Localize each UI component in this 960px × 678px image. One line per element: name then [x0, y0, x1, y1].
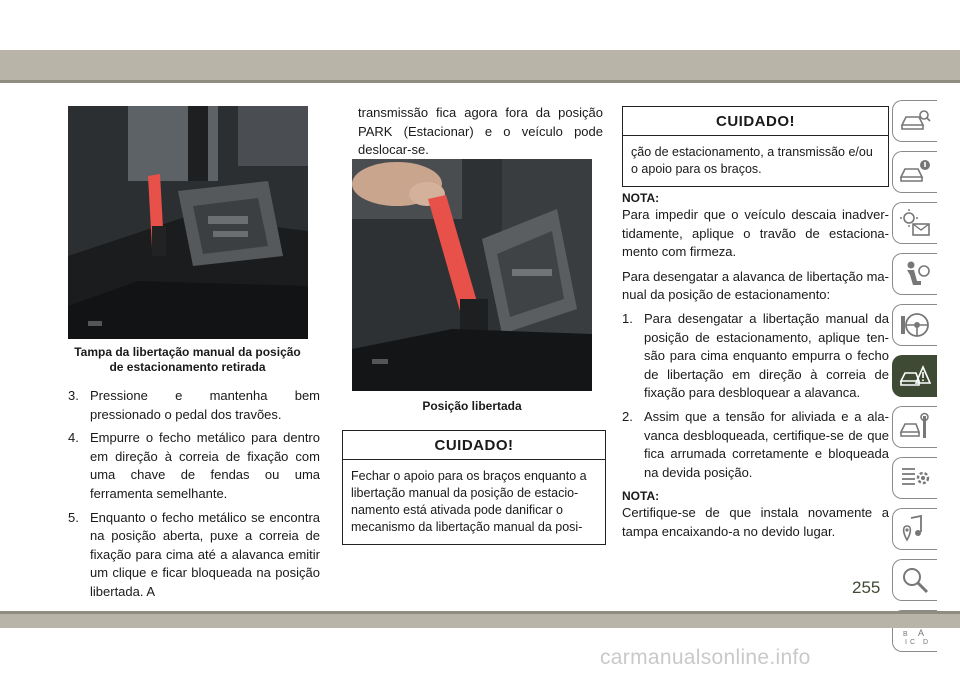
- step-text: Assim que a tensão for aliviada e a ala-vanca desbloqueada, certifique-se de que fica arrumada corretamente e bloqueada na devida posição.: [644, 408, 889, 480]
- caution-text: Fechar o apoio para os braços enquanto a libertação manual da posição de estacio-namento está ativada pode danificar o mecanismo da libertação manual da posi-: [351, 469, 587, 534]
- step-2: [622, 408, 889, 482]
- note-label: NOTA:: [622, 489, 660, 504]
- intro-text: Para desengatar a alavanca de libertação ma-nual da posição de estacionamento:: [622, 268, 889, 303]
- step-1: [622, 310, 889, 403]
- car-info-icon: [899, 157, 931, 187]
- step-text: Pressione e mantenha bem pressionado o pedal dos travões.: [90, 388, 320, 422]
- caption-cover-removed: [60, 345, 315, 375]
- tab-emergency[interactable]: [892, 355, 937, 397]
- search-magnifier-icon: [899, 565, 931, 595]
- svg-text:I: I: [905, 639, 907, 646]
- photo-released-art: [352, 159, 592, 391]
- step-text: Para desengatar a libertação manual da posição de estacionamento, aplique ten-são para cima enquanto empurra o fecho de libertação em direção à correia de fixação para desbloquear a alavanca.: [644, 310, 889, 401]
- caption-line-1: Tampa da libertação manual da posição: [74, 345, 301, 359]
- svg-text:D: D: [923, 639, 929, 646]
- tab-service[interactable]: [892, 406, 937, 448]
- music-navigation-icon: [899, 514, 931, 544]
- svg-text:A: A: [918, 628, 925, 638]
- step-number: 5.: [68, 509, 79, 525]
- spec-list-gear-icon: [899, 463, 931, 493]
- photo-cover-removed: [68, 106, 308, 339]
- svg-text:C: C: [910, 639, 916, 646]
- tab-index-search[interactable]: [892, 559, 937, 601]
- photo-cover-removed-art: [68, 106, 308, 339]
- tab-multimedia[interactable]: [892, 508, 937, 550]
- header-band: [0, 50, 960, 80]
- footer-band: [0, 614, 960, 628]
- right-column: [622, 184, 889, 547]
- svg-text:B: B: [903, 631, 908, 638]
- step-number: 4.: [68, 430, 79, 446]
- continuation-text: transmissão fica agora fora da posição PARK (Estacionar) e o veículo pode deslocar-se.: [358, 105, 603, 158]
- step-text: Enquanto o fecho metálico se encontra na posição aberta, puxe a correia de fixação para cima até a alavanca emitir um clique e ficar bloqueada na posição libertada. A: [90, 509, 320, 599]
- step-5: [68, 509, 320, 602]
- caution-title: CUIDADO!: [623, 107, 888, 136]
- middle-continuation: [358, 104, 603, 165]
- note-text: Para impedir que o veículo descaia inadver-tidamente, aplique o travão de estaciona-mento com firmeza.: [622, 207, 889, 260]
- tab-warning-lights[interactable]: [892, 202, 937, 244]
- caution-box-right: [622, 106, 889, 187]
- caution-title: CUIDADO!: [343, 431, 605, 460]
- warning-light-mail-icon: [899, 208, 931, 238]
- caption-line-2: de estacionamento retirada: [109, 360, 266, 374]
- airbag-occupant-icon: [899, 259, 931, 289]
- tab-car-search[interactable]: [892, 100, 937, 142]
- watermark: carmanualsonline.info: [600, 646, 811, 669]
- step-text: Empurre o fecho metálico para dentro em direção à correia de fixação com uma chave de fendas ou uma ferramenta semelhante.: [90, 430, 320, 501]
- photo-released-position: [352, 159, 592, 391]
- left-column: [68, 387, 320, 607]
- steering-wheel-icon: [899, 310, 931, 340]
- tab-driving[interactable]: [892, 304, 937, 346]
- car-warning-triangle-icon: [899, 361, 931, 391]
- caption-released: Posição libertada: [422, 399, 522, 413]
- header-band-rule: [0, 80, 960, 83]
- car-search-icon: [899, 106, 931, 136]
- tab-safety[interactable]: [892, 253, 937, 295]
- step-number: 3.: [68, 388, 79, 403]
- caution-text: ção de estacionamento, a transmissão e/ou o apoio para os braços.: [631, 145, 873, 176]
- page-number: 255: [852, 578, 881, 597]
- step-number: 1.: [622, 310, 633, 326]
- step-number: 2.: [622, 408, 633, 424]
- chapter-tabs: [892, 100, 938, 661]
- note-text: Certifique-se de que instala novamente a tampa encaixando-a no devido lugar.: [622, 505, 889, 539]
- tab-car-info[interactable]: [892, 151, 937, 193]
- tab-specifications[interactable]: [892, 457, 937, 499]
- car-wrench-icon: [899, 412, 931, 442]
- step-3: [68, 387, 320, 424]
- step-4: [68, 429, 320, 503]
- caution-box-middle: [342, 430, 606, 545]
- note-label: NOTA:: [622, 191, 660, 205]
